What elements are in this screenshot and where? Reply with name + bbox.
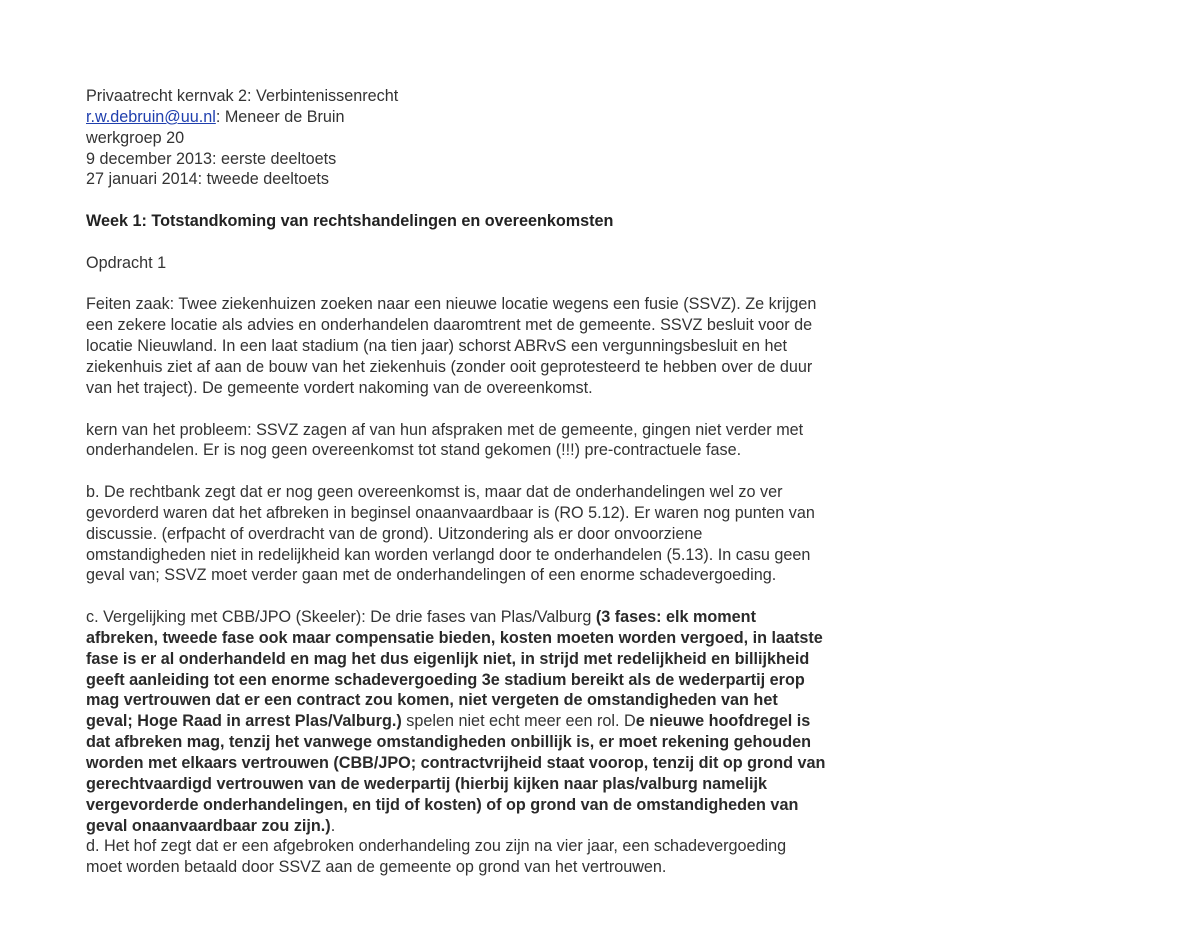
paragraph-c-end: .	[330, 816, 336, 835]
paragraph-c-hoofdregel: e nieuwe hoofdregel is dat afbreken mag, tenzij het vanwege omstandigheden onbillijk is, er moet rekening gehouden worden met elkaars vertrouwen (CBB/JPO; contractvrijheid staat voorop, tenzij dit op grond van gerechtvaardigd vertrouwen van de wederpartij (hierbij kijken naar plas/valburg namelijk vergevorderde onderhandelingen, en tijd of kosten) of op grond van de omstandigheden van geval onaanvaardbaar zou zijn.)	[86, 712, 826, 835]
email-link[interactable]: r.w.debruin@uu.nl	[86, 107, 216, 126]
paragraph-b: b. De rechtbank zegt dat er nog geen overeenkomst is, maar dat de onderhandelingen wel zo ver gevorderd waren dat het afbreken in beginsel onaanvaardbaar is (RO 5.12). Er waren nog punten van discussie. (erfpacht of overdracht van de grond). Uitzondering als er door onvoorziene omstandigheden niet in redelijkheid kan worden verlangd door te onderhandelen (5.13). In casu geen geval van; SSVZ moet verder gaan met de onderhandelingen of een enorme schadevergoeding.	[86, 483, 815, 585]
course-header	[86, 86, 826, 190]
paragraph-c-intro: c. Vergelijking met CBB/JPO (Skeeler): De drie fases van Plas/Valburg	[86, 608, 596, 627]
paragraph-c-plas-valburg: (3 fases: elk moment afbreken, tweede fase ook maar compensatie bieden, kosten moeten worden vergoed, in laatste fase is er al onderhandeld en mag het dus eigenlijk niet, in strijd met redelijkheid en billijkheid geeft aanleiding tot een enorme schadevergoeding 3e stadium bereikt als de wederpartij erop mag vertrouwen dat er een contract zou komen, niet vergeten de omstandigheden van het geval; Hoge Raad in arrest Plas/Valburg.)	[86, 608, 823, 731]
course-title: Privaatrecht kernvak 2: Verbintenissenrecht	[86, 87, 399, 105]
paragraph-c	[86, 607, 826, 836]
paragraph-kern: kern van het probleem: SSVZ zagen af van hun afspraken met de gemeente, gingen niet verder met onderhandelen. Er is nog geen overeenkomst tot stand gekomen (!!!) pre-contractuele fase.	[86, 420, 804, 460]
paragraph-feiten: Feiten zaak: Twee ziekenhuizen zoeken naar een nieuwe locatie wegens een fusie (SSVZ). Ze krijgen een zekere locatie als advies en onderhandelen daaromtrent met de gemeente. SSVZ besluit voor de locatie Nieuwland. In een laat stadium (na tien jaar) schorst ABRvS een vergunningsbesluit en het ziekenhuis ziet af aan de bouw van het ziekenhuis (zonder ooit geprotesteerd te hebben over de duur van het traject). De gemeente vordert nakoming van de overeenkomst.	[86, 295, 817, 397]
group-line: werkgroep 20	[86, 128, 185, 147]
exam-date-2: 27 januari 2014: tweede deeltoets	[86, 170, 329, 189]
exam-date-1: 9 december 2013: eerste deeltoets	[86, 149, 337, 168]
teacher-name: : Meneer de Bruin	[215, 107, 345, 126]
paragraph-c-middle: spelen niet echt meer een rol. D	[401, 712, 636, 731]
paragraph-d: d. Het hof zegt dat er een afgebroken onderhandeling zou zijn na vier jaar, een schadevergoeding moet worden betaald door SSVZ aan de gemeente op grond van het vertrouwen.	[86, 837, 787, 877]
contact-line	[86, 107, 826, 128]
week-title: Week 1: Totstandkoming van rechtshandelingen en overeenkomsten	[86, 212, 614, 231]
assignment-title: Opdracht 1	[86, 253, 167, 272]
document-body	[86, 86, 826, 878]
